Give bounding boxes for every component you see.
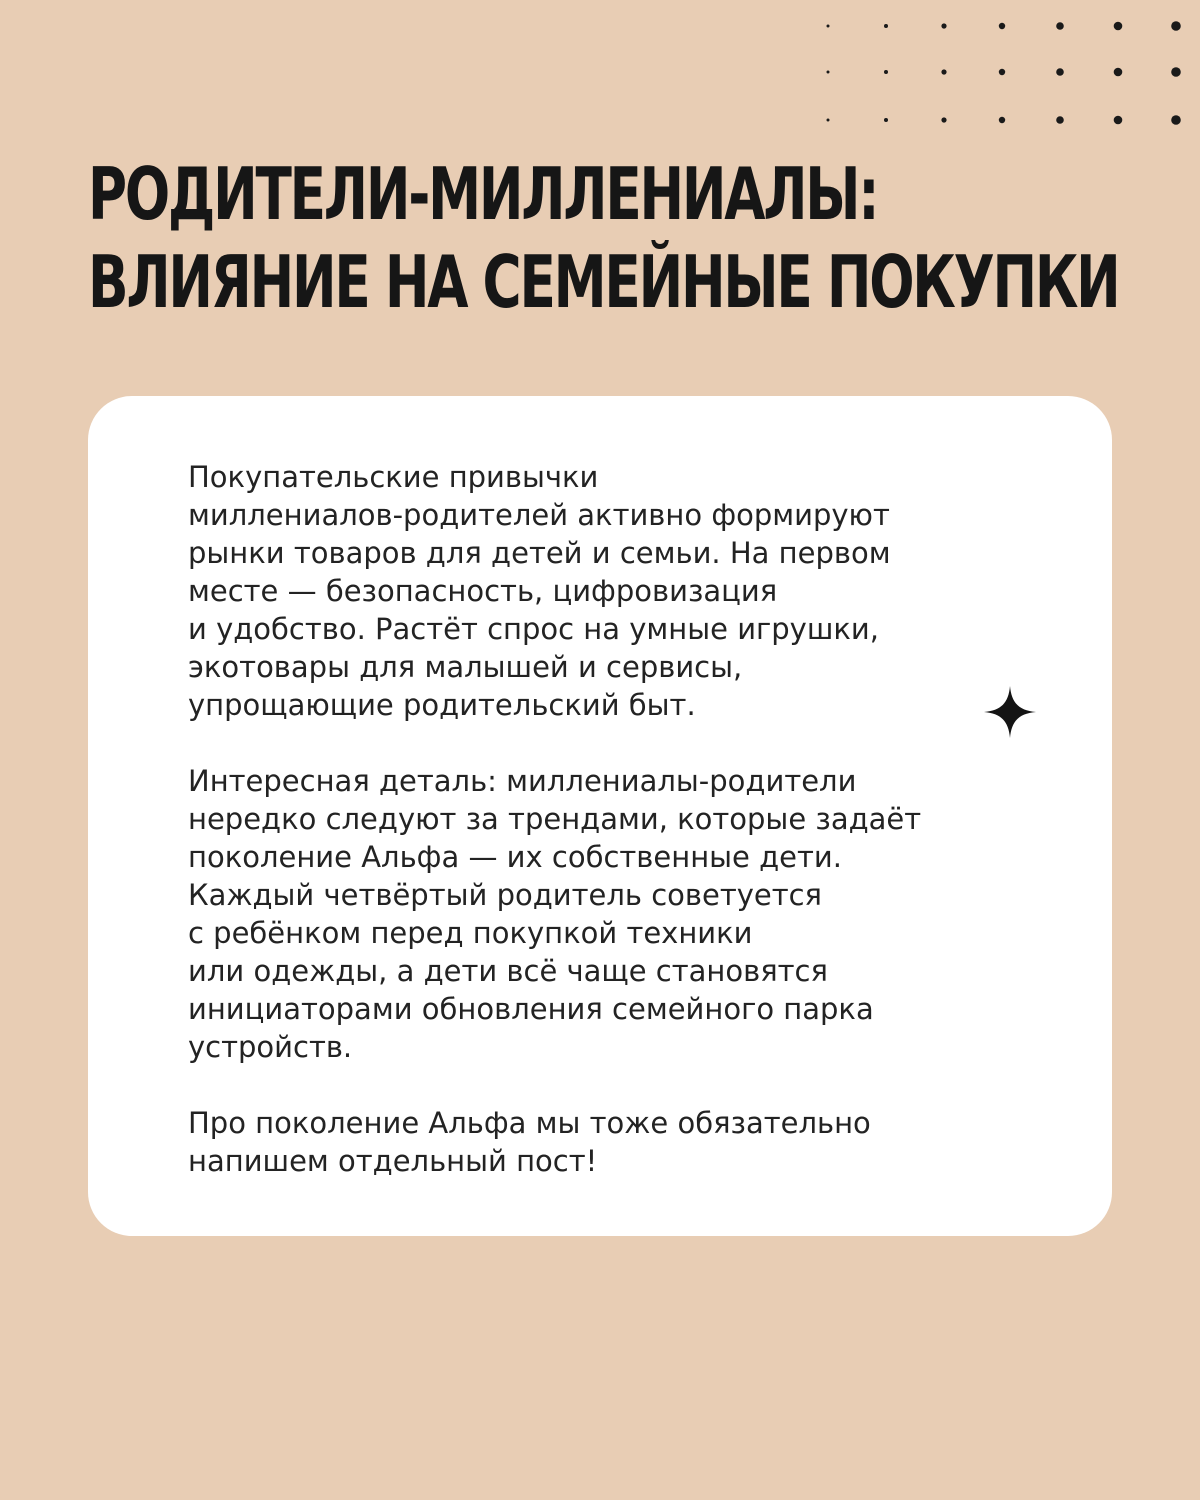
decor-dot: [941, 69, 946, 74]
decor-dot: [941, 23, 946, 28]
decor-dot: [884, 70, 888, 74]
text-line: упрощающие родительский быт.: [188, 688, 696, 722]
decor-dot: [827, 25, 830, 28]
text-line: Про поколение Альфа мы тоже обязательно: [188, 1106, 871, 1140]
decor-dot: [1056, 116, 1064, 124]
decor-dot: [1056, 68, 1064, 76]
text-line: рынки товаров для детей и семьи. На первом: [188, 536, 891, 570]
text-line: экотовары для малышей и сервисы,: [188, 650, 743, 684]
decor-dot: [1114, 68, 1123, 77]
paragraph-2: [188, 762, 1008, 1066]
decor-dot: [1114, 116, 1123, 125]
paragraph-1: [188, 458, 1008, 724]
text-line: Интересная деталь: миллениалы-родители: [188, 764, 857, 798]
title-line-2: ВЛИЯНИЕ НА СЕМЕЙНЫЕ ПОКУПКИ: [88, 240, 1119, 324]
text-card: [88, 396, 1112, 1236]
dot-grid-decoration: [0, 0, 1200, 160]
card-body: [188, 458, 1008, 1218]
decor-dot: [1171, 21, 1181, 31]
text-line: поколение Альфа — их собственные дети.: [188, 840, 842, 874]
text-line: месте — безопасность, цифровизация: [188, 574, 778, 608]
text-line: Каждый четвёртый родитель советуется: [188, 878, 822, 912]
text-line: с ребёнком перед покупкой техники: [188, 916, 753, 950]
decor-dot: [1056, 22, 1064, 30]
text-line: и удобство. Растёт спрос на умные игрушки,: [188, 612, 879, 646]
decor-dot: [1114, 22, 1123, 31]
title-line-1: РОДИТЕЛИ-МИЛЛЕНИАЛЫ:: [88, 152, 878, 236]
page-title: [88, 150, 1119, 326]
decor-dot: [1171, 67, 1181, 77]
decor-dot: [999, 117, 1005, 123]
decor-dot: [884, 118, 888, 122]
paragraph-3: [188, 1104, 1008, 1180]
decor-dot: [827, 119, 830, 122]
decor-dot: [1171, 115, 1181, 125]
text-line: напишем отдельный пост!: [188, 1144, 598, 1178]
decor-dot: [999, 69, 1005, 75]
text-line: инициаторами обновления семейного парка: [188, 992, 874, 1026]
decor-dot: [884, 24, 888, 28]
decor-dot: [999, 23, 1005, 29]
text-line: или одежды, а дети всё чаще становятся: [188, 954, 828, 988]
decor-dot: [941, 117, 946, 122]
text-line: нередко следуют за трендами, которые задаёт: [188, 802, 922, 836]
text-line: Покупательские привычки: [188, 460, 599, 494]
four-point-star-icon: [984, 686, 1036, 738]
decor-dot: [827, 71, 830, 74]
text-line: миллениалов-родителей активно формируют: [188, 498, 890, 532]
text-line: устройств.: [188, 1030, 353, 1064]
